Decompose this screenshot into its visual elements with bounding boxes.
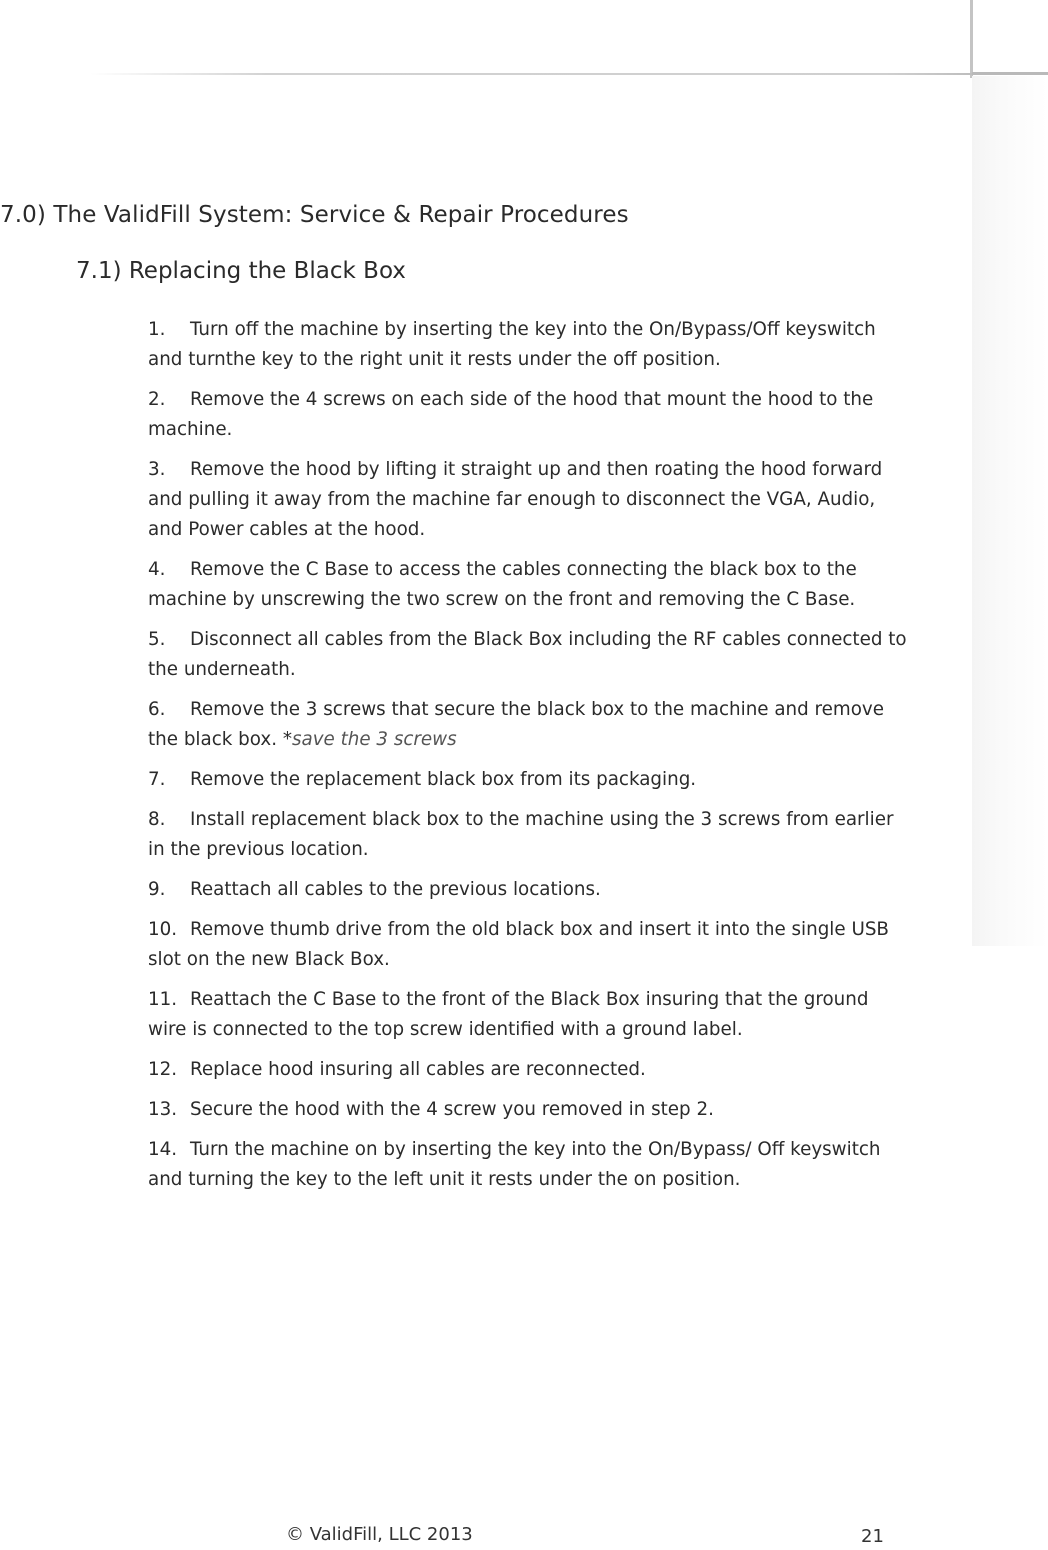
step-item <box>148 625 908 685</box>
step-item <box>148 1095 908 1125</box>
step-number: 3. <box>148 459 166 480</box>
subsection-title: 7.1) Replacing the Black Box <box>76 258 406 284</box>
step-number: 13. <box>148 1099 178 1120</box>
header-rule-corner <box>972 72 1048 75</box>
step-number: 12. <box>148 1059 178 1080</box>
step-text: Secure the hood with the 4 screw you removed in step 2. <box>190 1099 714 1120</box>
step-item <box>148 915 908 975</box>
section-title: 7.0) The ValidFill System: Service & Repair Procedures <box>0 202 629 228</box>
step-text: Disconnect all cables from the Black Box including the RF cables connected to the underneath. <box>148 629 907 680</box>
step-item <box>148 805 908 865</box>
step-item <box>148 985 908 1045</box>
step-text: Remove the hood by lifting it straight up and then roating the hood forward and pulling it away from the machine far enough to disconnect the VGA, Audio, and Power cables at the hood. <box>148 459 883 540</box>
step-text: Remove the 3 screws that secure the black box to the machine and remove the black box. * <box>148 699 884 750</box>
step-item <box>148 385 908 445</box>
step-number: 11. <box>148 989 178 1010</box>
step-number: 4. <box>148 559 166 580</box>
step-text: Turn off the machine by inserting the key into the On/Bypass/Off keyswitch and turnthe key to the right unit it rests under the off position. <box>148 319 876 370</box>
step-item <box>148 1135 908 1195</box>
step-number: 6. <box>148 699 166 720</box>
step-text: Remove the replacement black box from its packaging. <box>190 769 697 790</box>
step-item <box>148 875 908 905</box>
step-text: Remove the C Base to access the cables connecting the black box to the machine by unscrewing the two screw on the front and removing the C Base. <box>148 559 857 610</box>
step-text: Remove the 4 screws on each side of the hood that mount the hood to the machine. <box>148 389 874 440</box>
step-number: 1. <box>148 319 166 340</box>
step-text: Install replacement black box to the machine using the 3 screws from earlier in the previous location. <box>148 809 894 860</box>
margin-shade <box>972 76 1048 946</box>
step-item <box>148 695 908 755</box>
header-rule <box>90 73 975 75</box>
step-item <box>148 1055 908 1085</box>
step-text: Turn the machine on by inserting the key into the On/Bypass/ Off keyswitch and turning the key to the left unit it rests under the on position. <box>148 1139 881 1190</box>
step-number: 10. <box>148 919 178 940</box>
step-item <box>148 765 908 795</box>
step-number: 8. <box>148 809 166 830</box>
procedure-steps <box>148 315 908 1205</box>
step-text: Replace hood insuring all cables are reconnected. <box>190 1059 646 1080</box>
step-item <box>148 315 908 375</box>
corner-vertical-rule <box>970 0 973 78</box>
step-text: Reattach the C Base to the front of the Black Box insuring that the ground wire is connected to the top screw identified with a ground label. <box>148 989 869 1040</box>
step-text: Remove thumb drive from the old black box and insert it into the single USB slot on the new Black Box. <box>148 919 889 970</box>
step-item <box>148 455 908 545</box>
footer-copyright: © ValidFill, LLC 2013 <box>286 1524 473 1545</box>
step-number: 7. <box>148 769 166 790</box>
step-item <box>148 555 908 615</box>
step-note: save the 3 screws <box>291 729 457 750</box>
step-number: 9. <box>148 879 166 900</box>
step-text: Reattach all cables to the previous locations. <box>190 879 601 900</box>
page-number: 21 <box>861 1526 884 1547</box>
step-number: 14. <box>148 1139 178 1160</box>
step-number: 5. <box>148 629 166 650</box>
step-number: 2. <box>148 389 166 410</box>
